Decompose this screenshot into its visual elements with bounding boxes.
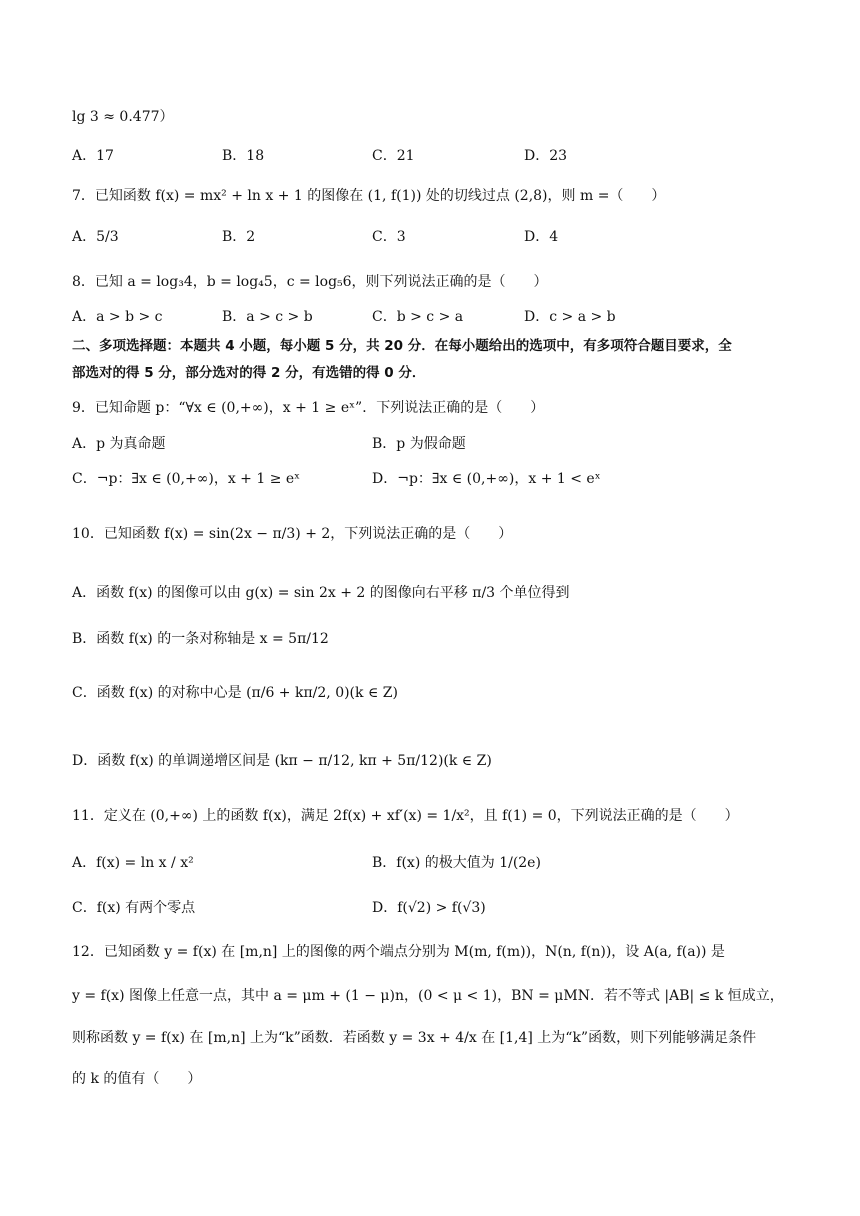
- q9-option-b: B．p 为假命题: [372, 436, 466, 452]
- q8-option-d: D．c > a > b: [524, 309, 616, 325]
- q7-option-b: B．2: [222, 229, 256, 245]
- q11-option-d: D．f(√2) > f(√3): [372, 900, 486, 916]
- section2-heading-line2: 部选对的得 5 分，部分选对的得 2 分，有选错的得 0 分．: [72, 365, 426, 381]
- q9-stem: 9．已知命题 p：“∀x ∈ (0,+∞)，x + 1 ≥ eˣ”．下列说法正确的是（ ）: [72, 400, 545, 416]
- q9-option-c: C．¬p：∃x ∈ (0,+∞)，x + 1 ≥ eˣ: [72, 471, 301, 487]
- q7-option-a: A．5/3: [72, 229, 119, 245]
- q8-option-c: C．b > c > a: [372, 309, 464, 325]
- q6-option-a: A．17: [72, 148, 114, 164]
- q7-option-c: C．3: [372, 229, 406, 245]
- q10-stem: 10．已知函数 f(x) = sin(2x − π/3) + 2，下列说法正确的是（ ）: [72, 526, 513, 542]
- q11-option-c: C．f(x) 有两个零点: [72, 900, 196, 916]
- q12-line2: y = f(x) 图像上任意一点，其中 a = μm + (1 − μ)n，(0 < μ < 1)，BN = μMN．若不等式 |AB| ≤ k 恒成立，: [72, 988, 784, 1004]
- q10-option-d: D．函数 f(x) 的单调递增区间是 (kπ − π/12, kπ + 5π/12)(k ∈ Z): [72, 753, 492, 769]
- q8-option-a: A．a > b > c: [72, 309, 163, 325]
- q7-stem: 7．已知函数 f(x) = mx² + ln x + 1 的图像在 (1, f(1)) 处的切线过点 (2,8)，则 m =（ ）: [72, 188, 666, 204]
- q10-option-b: B．函数 f(x) 的一条对称轴是 x = 5π/12: [72, 631, 329, 647]
- q9-option-d: D．¬p：∃x ∈ (0,+∞)，x + 1 < eˣ: [372, 471, 601, 487]
- q11-option-a: A．f(x) = ln x / x²: [72, 855, 194, 871]
- q8-option-b: B．a > c > b: [222, 309, 313, 325]
- q6-option-b: B．18: [222, 148, 265, 164]
- q6-option-d: D．23: [524, 148, 568, 164]
- q8-stem: 8．已知 a = log₃4，b = log₄5，c = log₅6，则下列说法正确的是（ ）: [72, 274, 548, 290]
- q9-option-a: A．p 为真命题: [72, 436, 166, 452]
- q11-stem: 11．定义在 (0,+∞) 上的函数 f(x)，满足 2f(x) + xf′(x) = 1/x²，且 f(1) = 0，下列说法正确的是（ ）: [72, 808, 739, 824]
- q12-line3: 则称函数 y = f(x) 在 [m,n] 上为“k”函数．若函数 y = 3x + 4/x 在 [1,4] 上为“k”函数，则下列能够满足条件: [72, 1030, 757, 1046]
- q7-option-d: D．4: [524, 229, 559, 245]
- q6-option-c: C．21: [372, 148, 415, 164]
- q10-option-a: A．函数 f(x) 的图像可以由 g(x) = sin 2x + 2 的图像向右平移 π/3 个单位得到: [72, 585, 570, 601]
- section2-heading-line1: 二、多项选择题：本题共 4 小题，每小题 5 分，共 20 分．在每小题给出的选项中，有多项符合题目要求，全: [72, 338, 732, 354]
- q11-option-b: B．f(x) 的极大值为 1/(2e): [372, 855, 541, 871]
- q6-tail: lg 3 ≈ 0.477）: [72, 109, 174, 125]
- q12-line4: 的 k 的值有（ ）: [72, 1071, 202, 1087]
- q10-option-c: C．函数 f(x) 的对称中心是 (π/6 + kπ/2, 0)(k ∈ Z): [72, 685, 398, 701]
- q12-line1: 12．已知函数 y = f(x) 在 [m,n] 上的图像的两个端点分别为 M(m, f(m))，N(n, f(n))，设 A(a, f(a)) 是: [72, 944, 725, 960]
